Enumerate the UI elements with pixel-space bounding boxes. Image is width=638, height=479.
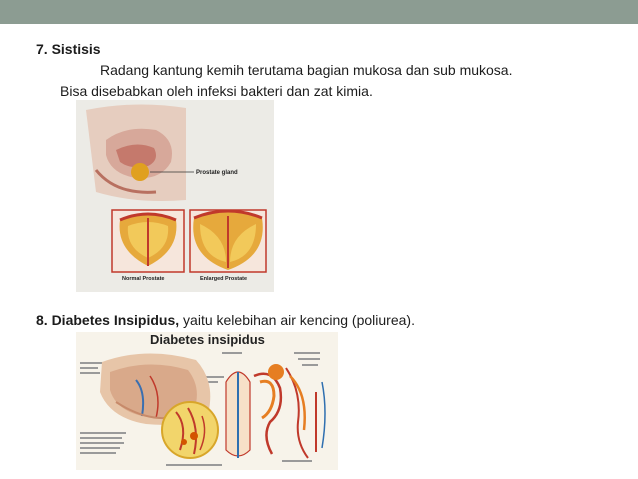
section-8-text: yaitu kelebihan air kencing (poliurea).: [179, 312, 415, 328]
enlarged-prostate-label: Enlarged Prostate: [200, 276, 248, 282]
section-7-line-1: Radang kantung kemih terutama bagian mukosa dan sub mukosa.: [100, 62, 513, 78]
section-7-line-2: Bisa disebabkan oleh infeksi bakteri dan zat kimia.: [60, 83, 373, 99]
section-8-line: [36, 312, 415, 328]
figure-2-title: Diabetes insipidus: [150, 332, 265, 347]
diabetes-insipidus-illustration: [76, 332, 338, 470]
section-7-heading: 7. Sistisis: [36, 41, 101, 57]
section-8-heading: 8. Diabetes Insipidus,: [36, 312, 180, 328]
normal-prostate-label: Normal Prostate: [122, 276, 165, 282]
prostate-gland-label: Prostate gland: [196, 170, 238, 176]
slide-header-bar: [0, 0, 638, 24]
prostate-illustration: [76, 100, 274, 292]
